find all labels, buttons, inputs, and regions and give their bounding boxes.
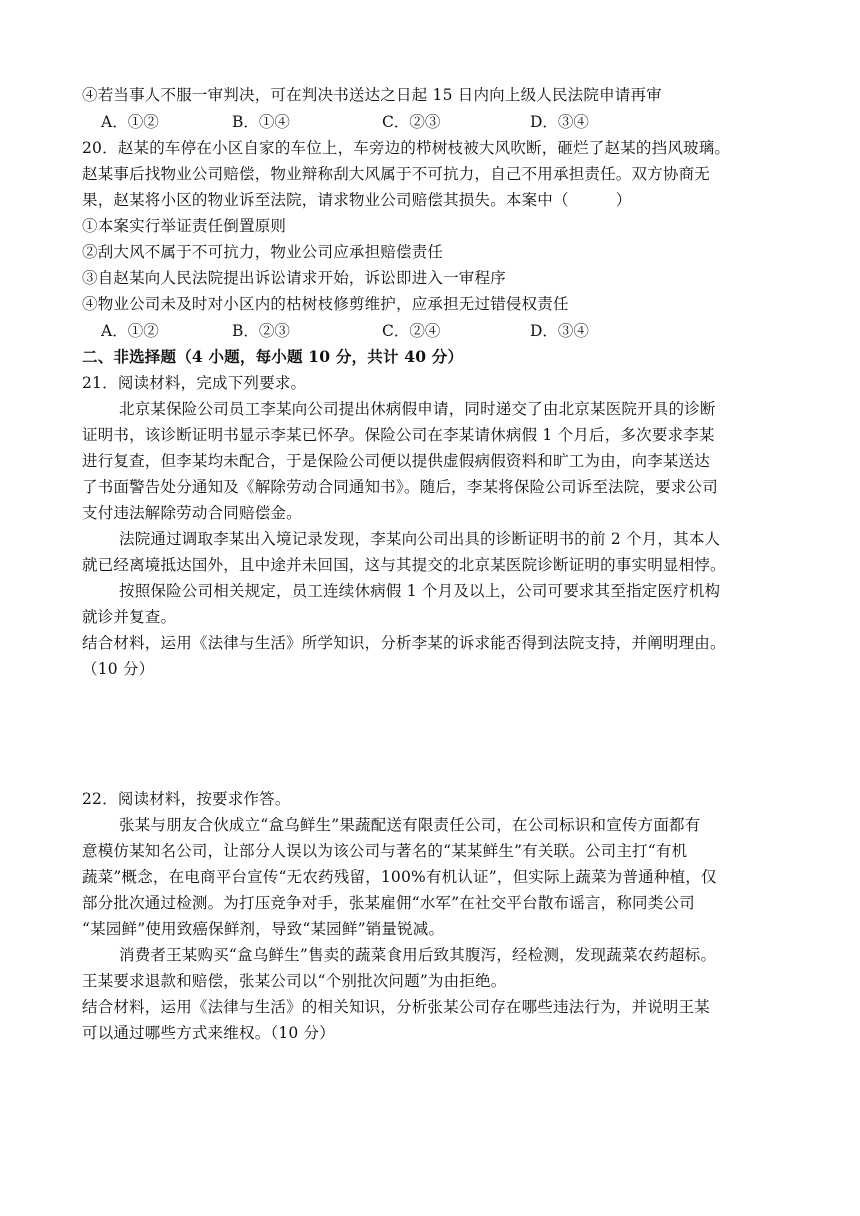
q22-para1-line: 蔬菜”概念，在电商平台宣传“无农药残留，100%有机认证”，但实际上蔬菜为普通种植，仅 [82,868,717,886]
q21-para1-line: 北京某保险公司员工李某向公司提出休病假申请，同时递交了由北京某医院开具的诊断 [119,400,716,418]
q19-option-d: D．③④ [530,113,589,131]
q20-option-c: C．②④ [382,322,441,340]
q20-item-2: ②刮大风不属于不可抗力，物业公司应承担赔偿责任 [82,243,444,261]
q22-para1-line: “某园鲜”使用致癌保鲜剂，导致“某园鲜”销量锐减。 [82,920,445,938]
q20-stem-line: 赵某事后找物业公司赔偿，物业辩称刮大风属于不可抗力，自己不用承担责任。双方协商无 [82,165,711,183]
q22-para1-line: 张某与朋友合伙成立“盒乌鲜生”果蔬配送有限责任公司，在公司标识和宣传方面都有 [119,816,701,834]
q19-option-a: A．①② [101,113,159,131]
q19-item-4: ④若当事人不服一审判决，可在判决书送达之日起 15 日内向上级人民法院申请再审 [82,86,662,104]
q22-para2-line: 消费者王某购买“盒乌鲜生”售卖的蔬菜食用后致其腹泻，经检测，发现蔬菜农药超标。 [119,946,717,964]
q22-para1-line: 意模仿某知名公司，让部分人误以为该公司与著名的“某某鲜生”有关联。公司主打“有机 [82,842,688,860]
q21-para2-line: 法院通过调取李某出入境记录发现，李某向公司出具的诊断证明书的前 2 个月，其本人 [119,530,721,548]
q21-task-points: （10 分） [82,660,155,678]
q20-option-b: B．②③ [232,322,290,340]
q21-para1-line: 进行复查，但李某均未配合，于是保险公司便以提供虚假病假资料和旷工为由，向李某送达 [82,452,711,470]
q22-task-line: 结合材料，运用《法律与生活》的相关知识，分析张某公司存在哪些违法行为，并说明王某 [82,998,711,1016]
q22-para1-line: 部分批次通过检测。为打压竞争对手，张某雇佣“水军”在社交平台散布谣言，称同类公司 [82,894,695,912]
q19-option-c: C．②③ [382,113,441,131]
q21-para1-line: 了书面警告处分通知及《解除劳动合同通知书》。随后，李某将保险公司诉至法院，要求公司 [82,478,718,496]
q21-para1-line: 支付违法解除劳动合同赔偿金。 [82,504,302,522]
q21-para2-line: 就已经离境抵达国外，且中途并未回国，这与其提交的北京某医院诊断证明的事实明显相悖。 [82,556,726,574]
q20-stem-line: 果，赵某将小区的物业诉至法院，请求物业公司赔偿其损失。本案中（ ） [82,191,632,209]
q21-task-line: 结合材料，运用《法律与生活》所学知识，分析李某的诉求能否得到法院支持，并阐明理由。 [82,634,726,652]
q20-stem-line: 20．赵某的车停在小区自家的车位上，车旁边的栉树枝被大风吹断，砸烂了赵某的挡风玻璃。 [82,139,731,157]
q22-title: 22．阅读材料，按要求作答。 [82,790,291,808]
q20-option-a: A．①② [101,322,159,340]
q21-para3-line: 按照保险公司相关规定，员工连续休病假 1 个月及以上，公司可要求其至指定医疗机构 [119,582,721,600]
q21-title: 21．阅读材料，完成下列要求。 [82,374,307,392]
q20-item-1: ①本案实行举证责任倒置原则 [82,217,287,235]
q22-task-line: 可以通过哪些方式来维权。（10 分） [82,1024,336,1042]
q20-item-4: ④物业公司未及时对小区内的枯树枝修剪维护，应承担无过错侵权责任 [82,295,569,313]
q20-option-d: D．③④ [530,322,589,340]
q20-item-3: ③自赵某向人民法院提出诉讼请求开始，诉讼即进入一审程序 [82,269,506,287]
q21-para1-line: 证明书，该诊断证明书显示李某已怀孕。保险公司在李某请休病假 1 个月后，多次要求李某 [82,426,715,444]
section-heading: 二、非选择题（4 小题，每小题 10 分，共计 40 分） [82,347,464,366]
q21-para3-line: 就诊并复查。 [82,608,177,626]
q19-option-b: B．①④ [232,113,290,131]
q22-para2-line: 王某要求退款和赔偿，张某公司以“个别批次问题”为由拒绝。 [82,972,507,990]
